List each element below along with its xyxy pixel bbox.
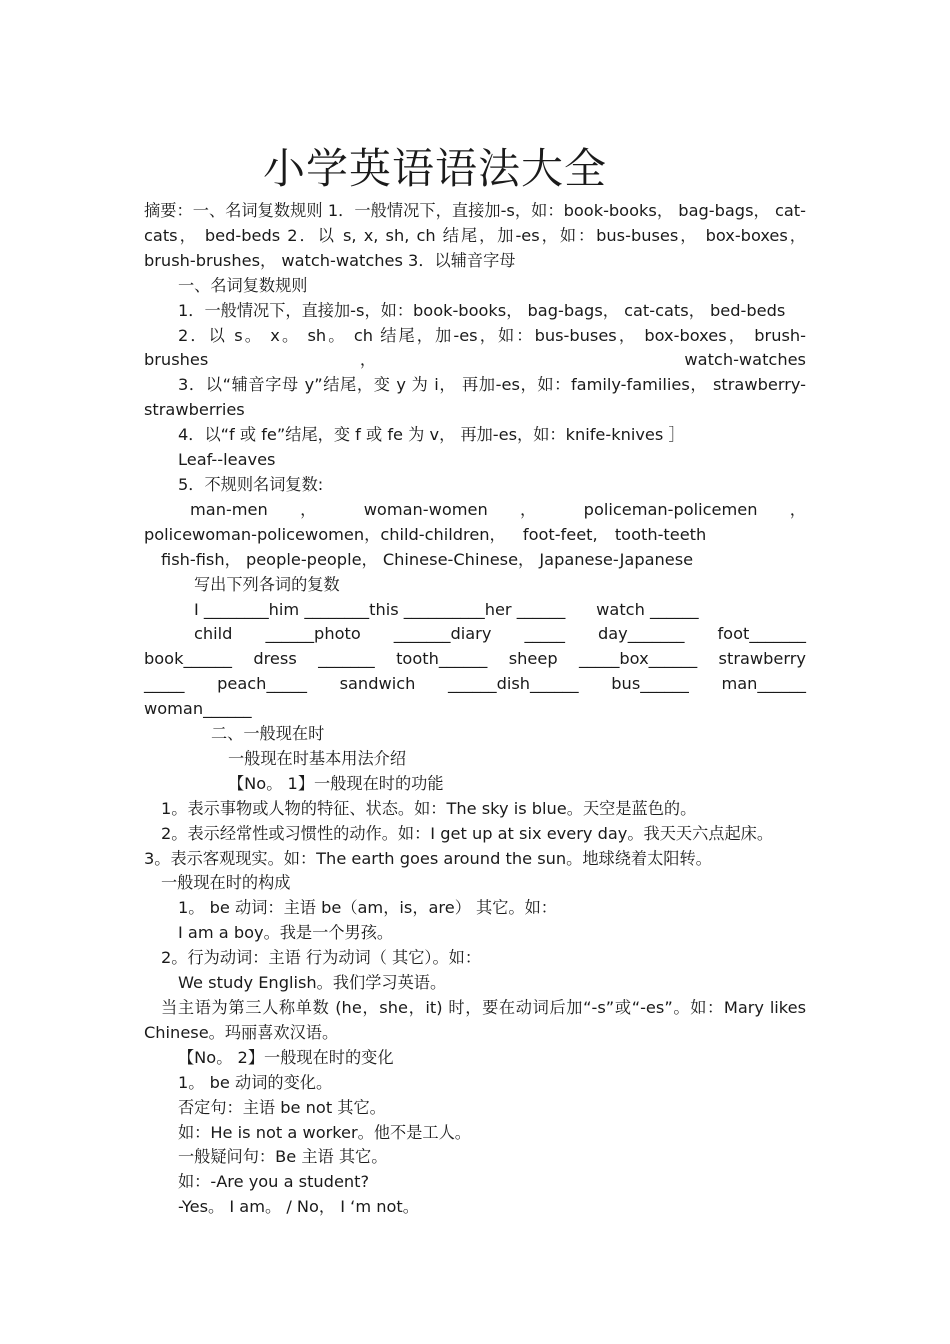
section-heading-present-simple: 二、一般现在时 (211, 724, 325, 744)
negative-form: 否定句：主语 be not 其它。 (178, 1097, 386, 1117)
third-person-rule: 当主语为第三人称单数 (he，she，it) 时，要在动词后加“-s”或“-es”。如：Mary likes Chinese。玛丽喜欢汉语。 (144, 998, 806, 1042)
answer-example: -Yes。 I am。 / No， I ‘m not。 (178, 1197, 419, 1217)
structure-be-example: I am a boy。我是一个男孩。 (178, 923, 394, 943)
rule-3: 3．以“辅音字母 y”结尾，变 y 为 i， 再加-es，如：family-families， strawberry-strawberries (144, 375, 806, 420)
exercise-line-2: child ______photo _______diary _____ day_______ foot_______ book______ dress _______ tooth______ sheep _____box______ strawberry _____ peach_____ sandwich ______dish______ bus______ man______ woman______ (144, 624, 806, 719)
structure-verb: 2。行为动词：主语 行为动词（ 其它）。如： (161, 948, 482, 968)
rule-1: 1．一般情况下，直接加-s，如：book-books， bag-bags， cat-cats， bed-beds (178, 300, 786, 320)
irregular-plurals-2: fish-fish， people-people， Chinese-Chinese， Japanese-Japanese (161, 549, 694, 569)
function-2: 2。表示经常性或习惯性的动作。如：I get up at six every day。我天天六点起床。 (161, 823, 774, 843)
document-title: 小学英语语法大全 (262, 144, 607, 193)
section-heading-noun-plural: 一、名词复数规则 (178, 275, 308, 295)
rule-2: 2．以 s。 x。 sh。 ch 结尾，加-es，如：bus-buses， box-boxes， brush-brushes， watch-watches (144, 325, 806, 370)
be-change-heading: 1。 be 动词的变化。 (178, 1072, 333, 1092)
rule-4-example: Leaf--leaves (178, 450, 276, 470)
rule-5: 5．不规则名词复数: (178, 474, 324, 494)
rule-4: 4．以“f 或 fe”结尾，变 f 或 fe 为 v， 再加-es，如：knife-knives ］ (178, 425, 685, 445)
subheading-no1: 【No。 1】一般现在时的功能 (228, 773, 444, 793)
function-1: 1。表示事物或人物的特征、状态。如：The sky is blue。天空是蓝色的。 (161, 798, 697, 818)
function-3: 3。表示客观现实。如：The earth goes around the sun。地球绕着太阳转。 (144, 848, 712, 868)
exercise-title: 写出下列各词的复数 (194, 574, 340, 594)
structure-be: 1。 be 动词：主语 be（am，is，are） 其它。如： (178, 898, 557, 918)
subheading-no2: 【No。 2】一般现在时的变化 (178, 1047, 394, 1067)
question-example: 如：-Are you a student? (178, 1172, 370, 1192)
negative-example: 如：He is not a worker。他不是工人。 (178, 1122, 471, 1142)
subsection-heading-usage: 一般现在时基本用法介绍 (228, 748, 407, 768)
structure-heading: 一般现在时的构成 (161, 873, 291, 893)
question-form: 一般疑问句：Be 主语 其它。 (178, 1147, 388, 1167)
document-body (144, 199, 806, 1220)
irregular-plurals-1: man-men ， woman-women ， policeman-policemen ， policewoman-policewomen，child-children， foot-feet, tooth-teeth (144, 499, 806, 544)
abstract-paragraph: 摘要：一、名词复数规则 1．一般情况下，直接加-s，如：book-books， bag-bags， cat-cats， bed-beds 2．以 s, x, sh, ch 结尾，加-es，如：bus-buses， box-boxes， brush-brushes， watch-watches 3．以辅音字母 (144, 201, 806, 270)
exercise-line-1: I ________him ________this __________her ______ watch ______ (194, 599, 699, 619)
structure-verb-example: We study English。我们学习英语。 (178, 973, 447, 993)
